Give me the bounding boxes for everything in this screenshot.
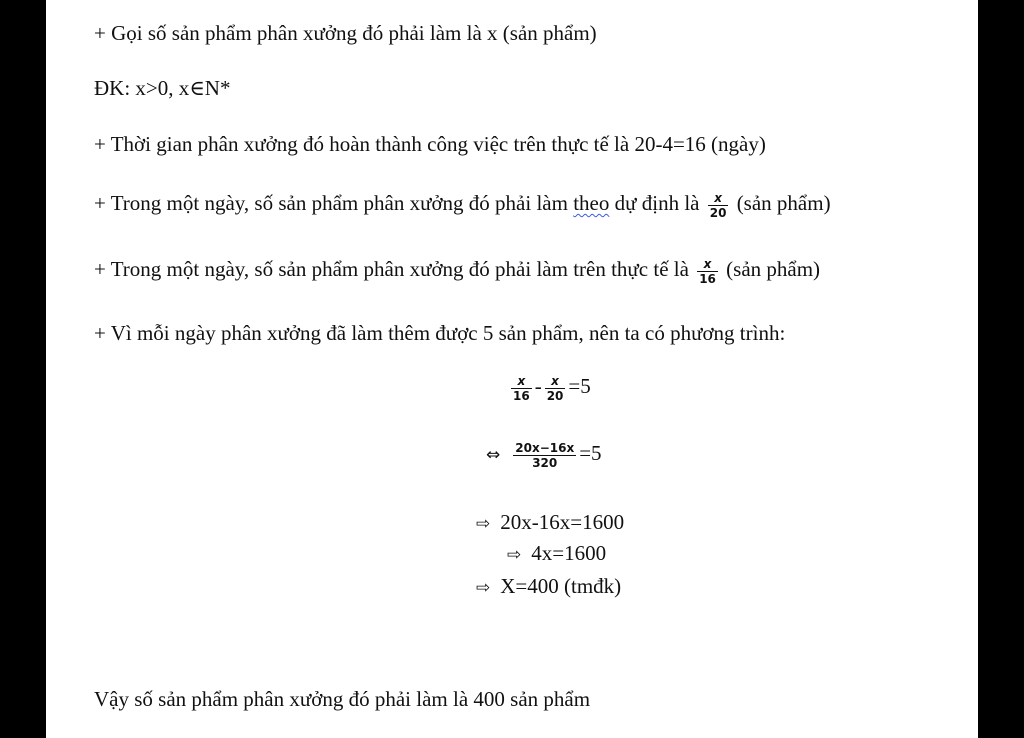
equation-text: X=400 (tmđk): [500, 574, 622, 598]
equation-rhs: =5: [568, 374, 591, 398]
equation-result: [476, 573, 621, 601]
fraction-denominator: 20: [709, 205, 727, 220]
actual-rate-text-pre: + Trong một ngày, số sản phẩm phân xưởng đó phải làm trên thực tế là: [94, 257, 689, 281]
text-line-variable: + Gọi số sản phẩm phân xưởng đó phải làm là x (sản phẩm): [94, 21, 597, 45]
fraction-x-over-16: [511, 374, 532, 403]
text-line-conclusion: Vậy số sản phẩm phân xưởng đó phải làm là 400 sản phẩm: [94, 687, 591, 711]
equation-fractions: [508, 373, 591, 403]
fraction-denominator: 16: [699, 271, 716, 286]
equation-step-2: [507, 540, 606, 568]
arrow-right-icon: ⇨: [476, 578, 491, 598]
fraction-numerator: 20x−16x: [515, 440, 575, 455]
text-line-equation-intro: + Vì mỗi ngày phân xưởng đã làm thêm được 5 sản phẩm, nên ta có phương trình:: [94, 321, 786, 345]
fraction-denominator: 16: [513, 388, 530, 403]
fraction-numerator: x: [708, 191, 729, 206]
fraction-denominator: 20: [546, 388, 564, 403]
equation-text: 20x-16x=1600: [500, 510, 625, 534]
text-line-planned-rate: [94, 190, 831, 220]
planned-rate-text-pre: + Trong một ngày, số sản phẩm phân xưởng đó phải làm: [94, 191, 574, 215]
document-page: [46, 0, 978, 738]
equation-rhs: =5: [579, 441, 602, 465]
fraction-x-over-20: [708, 191, 729, 220]
fraction-numerator: x: [697, 257, 718, 272]
text-line-actual-rate: [94, 256, 820, 286]
fraction-numerator: x: [511, 374, 532, 389]
fraction-numerator: x: [545, 374, 566, 389]
fraction-combined: [513, 441, 576, 470]
planned-rate-text-mid: dự định là: [609, 191, 700, 215]
equation-text: 4x=1600: [531, 541, 607, 565]
text-line-actual-time: + Thời gian phân xưởng đó hoàn thành công việc trên thực tế là 20-4=16 (ngày): [94, 132, 766, 156]
planned-rate-unit: (sản phẩm): [736, 191, 831, 215]
fraction-denominator: 320: [532, 455, 558, 470]
equation-step-1: [476, 509, 624, 537]
arrow-right-icon: ⇨: [476, 514, 491, 534]
minus-sign: -: [534, 374, 542, 398]
equation-combined: [486, 440, 602, 470]
fraction-x-over-20: [545, 374, 566, 403]
equivalence-icon: ⇔: [486, 445, 501, 465]
actual-rate-unit: (sản phẩm): [726, 257, 821, 281]
text-line-condition: ĐK: x>0, x∈N*: [94, 76, 231, 100]
spellcheck-word-theo: theo: [573, 191, 610, 215]
fraction-x-over-16: [697, 257, 718, 286]
arrow-right-icon: ⇨: [507, 545, 522, 565]
